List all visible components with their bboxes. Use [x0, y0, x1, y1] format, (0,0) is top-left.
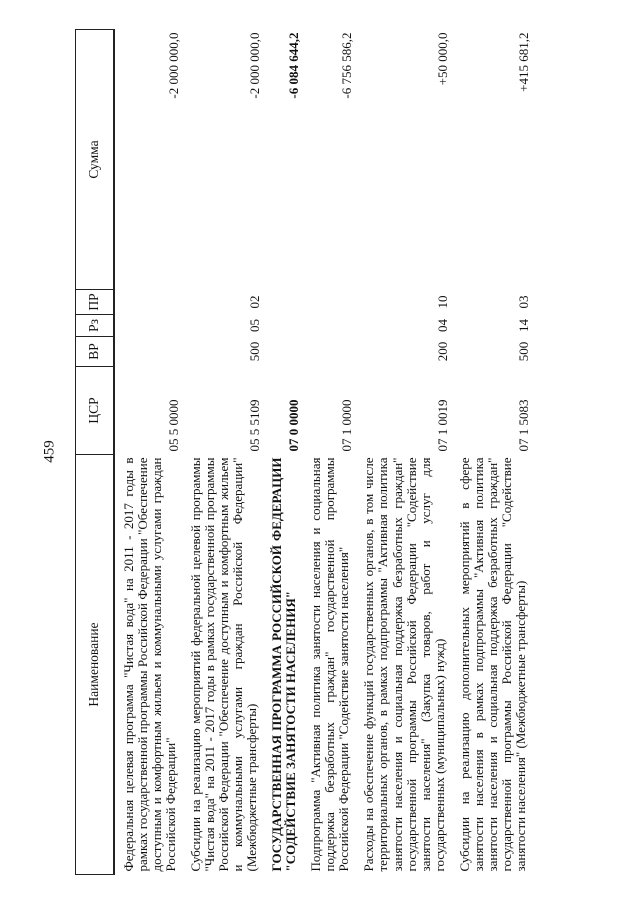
header-name: Наименование — [76, 455, 115, 875]
row-sum: +415 681,2 — [515, 32, 531, 92]
row-name: Подпрограмма "Активная политика занятости населения и социальная поддержка безработных граждан" государственной программы Российской Федерации "Содействие занятости населения" — [308, 457, 352, 872]
row-rz — [263, 315, 302, 337]
header-vr: ВР — [76, 337, 115, 367]
row-rz: 14 — [515, 319, 531, 332]
row-rz: 05 — [247, 319, 263, 332]
row-vr — [302, 337, 355, 367]
row-sum: -2 000 000,0 — [166, 32, 182, 99]
row-sum: -6 084 644,2 — [286, 32, 302, 99]
rotated-page — [75, 30, 617, 875]
table-row — [355, 30, 450, 875]
row-name: Федеральная целевая программа "Чистая вода" на 2011 - 2017 годы в рамках государственной программы Российской Федерации "Обеспечение доступным и комфортным жильем и коммунальными услугами граждан Российской Федерации" — [121, 457, 179, 872]
row-vr: 500 — [247, 341, 263, 362]
header-rz: Рз — [76, 315, 115, 337]
row-sum: -6 756 586,2 — [339, 32, 355, 99]
row-pr: 02 — [247, 295, 263, 309]
table-row — [302, 30, 355, 875]
header-pr: ПР — [76, 290, 115, 315]
row-vr — [263, 337, 302, 367]
row-csr: 05 5 0000 — [166, 399, 182, 452]
row-csr: 07 1 0000 — [339, 399, 355, 452]
row-rz: 04 — [434, 319, 450, 332]
row-csr: 07 0 0000 — [286, 399, 302, 452]
table-row — [451, 30, 532, 875]
row-vr: 200 — [434, 341, 450, 362]
row-sum: +50 000,0 — [434, 32, 450, 86]
row-csr: 07 1 0019 — [434, 399, 450, 452]
row-pr: 10 — [434, 295, 450, 309]
row-vr: 500 — [515, 341, 531, 362]
header-csr: ЦСР — [76, 367, 115, 455]
budget-table — [75, 29, 532, 875]
row-rz — [114, 315, 182, 337]
row-name: Субсидии на реализацию мероприятий федеральной целевой программы "Чистая вода" на 2011 - 2017 годы в рамках государственной программы Российской Федерации "Обеспечение доступным и комфортным жильем и коммунальными услугами граждан Российской Федерации" (Межбюджетные трансферты) — [188, 457, 260, 872]
header-sum: Сумма — [76, 30, 115, 290]
row-pr — [302, 290, 355, 315]
row-name: ГОСУДАРСТВЕННАЯ ПРОГРАММА РОССИЙСКОЙ ФЕДЕРАЦИИ "СОДЕЙСТВИЕ ЗАНЯТОСТИ НАСЕЛЕНИЯ" — [269, 457, 299, 872]
row-sum: -2 000 000,0 — [247, 32, 263, 99]
row-name: Расходы на обеспечение функций государственных органов, в том числе территориальных органов, в рамках подпрограммы "Активная политика занятости населения и социальная поддержка безработных граждан" государственной программы Российской Федерации "Содействие занятости населения" (Закупка товаров, работ и услуг для государственных (муниципальных) нужд) — [361, 457, 447, 872]
table-row — [114, 30, 182, 875]
row-csr: 07 1 5083 — [515, 399, 531, 452]
page-number: 459 — [41, 440, 58, 463]
row-name: Субсидии на реализацию дополнительных мероприятий в сфере занятости населения в рамках подпрограммы "Активная политика занятости населения и социальная поддержка безработных граждан" государственной программы Российской Федерации "Содействие занятости населения" (Межбюджетные трансферты) — [456, 457, 528, 872]
table-header-row — [76, 30, 115, 875]
row-pr: 03 — [515, 295, 531, 309]
row-vr — [114, 337, 182, 367]
row-pr — [263, 290, 302, 315]
table-row — [263, 30, 302, 875]
row-rz — [302, 315, 355, 337]
row-csr: 05 5 5109 — [247, 399, 263, 452]
row-pr — [114, 290, 182, 315]
table-row — [182, 30, 263, 875]
